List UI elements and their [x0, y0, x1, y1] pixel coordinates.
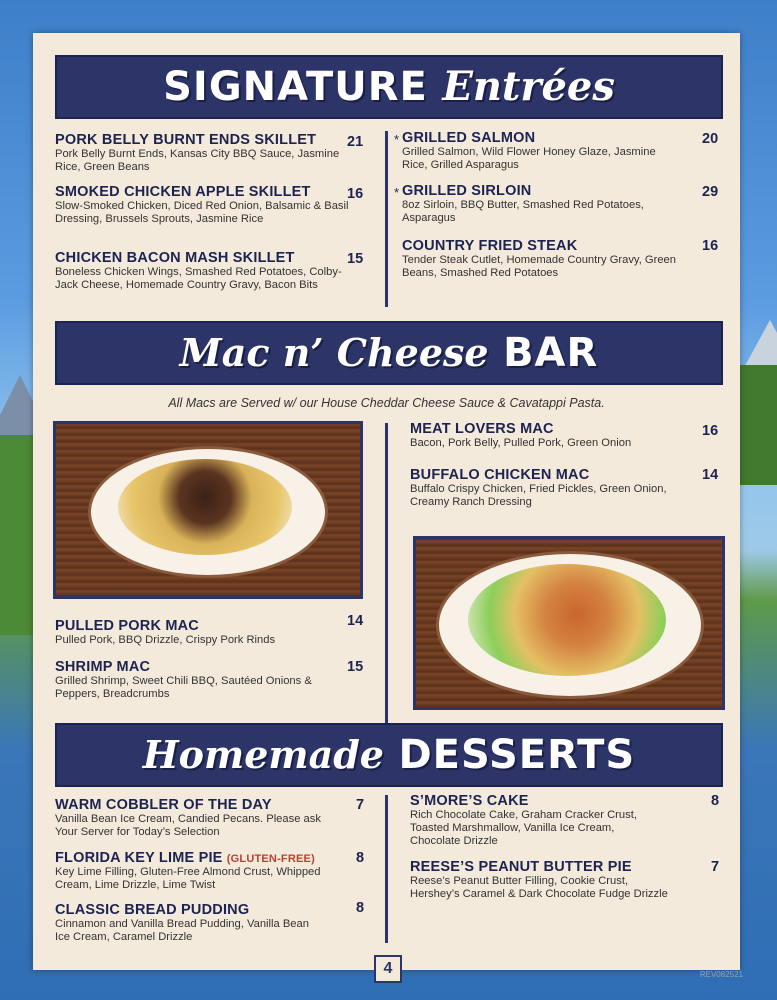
item-buffalo-chicken-mac [410, 467, 670, 509]
item-name: S’MORE’S CAKE [410, 793, 529, 809]
item-name [55, 850, 335, 866]
item-pork-belly [55, 132, 355, 174]
item-price: 8 [356, 900, 365, 916]
item-name: MEAT LOVERS MAC [410, 421, 554, 437]
item-smoked-chicken [55, 184, 355, 226]
item-name: COUNTRY FRIED STEAK [402, 238, 578, 254]
item-desc: Rich Chocolate Cake, Graham Cracker Crust, Toasted Marshmallow, Vanilla Ice Cream, Chocolate Drizzle [410, 809, 637, 847]
item-price: 16 [702, 238, 719, 254]
item-name: BUFFALO CHICKEN MAC [410, 467, 590, 483]
item-name: CLASSIC BREAD PUDDING [55, 902, 250, 918]
item-smores-cake [410, 793, 650, 848]
item-name: GRILLED SALMON [402, 130, 536, 146]
item-price: 29 [702, 184, 719, 200]
item-reeses-pie [410, 859, 670, 901]
item-desc: Grilled Shrimp, Sweet Chili BBQ, Sautéed Onions & Peppers, Breadcrumbs [55, 675, 312, 700]
item-price: 8 [711, 793, 720, 809]
item-price: 14 [347, 613, 364, 629]
hills-left [0, 435, 33, 635]
column-divider [385, 131, 388, 307]
item-price: 15 [347, 251, 364, 267]
page-number: 4 [374, 955, 402, 983]
item-price: 16 [347, 186, 364, 202]
item-price: 7 [356, 797, 365, 813]
item-shrimp-mac [55, 659, 345, 701]
meat-lovers-mac-photo [53, 421, 363, 599]
item-name: CHICKEN BACON MASH SKILLET [55, 250, 295, 266]
mac-title-b: BAR [503, 330, 599, 376]
item-desc: Cinnamon and Vanilla Bread Pudding, Vanilla Bean Ice Cream, Caramel Drizzle [55, 918, 309, 943]
item-desc: Bacon, Pork Belly, Pulled Pork, Green Onion [410, 437, 632, 449]
mac-banner [55, 321, 723, 385]
desserts-title-b: DESSERTS [398, 732, 636, 778]
signature-banner [55, 55, 723, 119]
menu-page [33, 33, 740, 970]
signature-title-b: Entrées [442, 63, 615, 110]
item-price: 20 [702, 131, 719, 147]
item-grilled-sirloin [402, 183, 652, 225]
item-name: SHRIMP MAC [55, 659, 151, 675]
desserts-banner [55, 723, 723, 787]
item-desc: Grilled Salmon, Wild Flower Honey Glaze, Jasmine Rice, Grilled Asparagus [402, 146, 656, 171]
mac-food [468, 564, 666, 676]
hills-right [740, 365, 777, 485]
item-price: 14 [702, 467, 719, 483]
buffalo-chicken-mac-photo [413, 536, 725, 710]
item-price: 8 [356, 850, 365, 866]
item-desc: Boneless Chicken Wings, Smashed Red Potatoes, Colby-Jack Cheese, Homemade Country Gravy, Bacon Bits [55, 266, 342, 291]
item-desc: Tender Steak Cutlet, Homemade Country Gravy, Green Beans, Smashed Red Potatoes [402, 254, 677, 279]
column-divider [385, 795, 388, 943]
item-desc: Slow-Smoked Chicken, Diced Red Onion, Balsamic & Basil Dressing, Brussels Sprouts, Jasmine Rice [55, 200, 349, 225]
item-desc: Reese’s Peanut Butter Filling, Cookie Crust, Hershey’s Caramel & Dark Chocolate Fudge Drizzle [410, 875, 668, 900]
column-divider [385, 423, 388, 728]
signature-title-a: SIGNATURE [163, 64, 428, 110]
item-name: PORK BELLY BURNT ENDS SKILLET [55, 132, 317, 148]
item-key-lime-pie [55, 850, 335, 892]
item-warm-cobbler [55, 797, 325, 839]
mac-food [118, 459, 292, 555]
item-bread-pudding [55, 902, 325, 944]
item-pulled-pork-mac [55, 618, 355, 647]
raw-warning-star: * [394, 185, 400, 200]
item-price: 16 [702, 423, 719, 439]
item-price: 15 [347, 659, 364, 675]
item-meat-lovers-mac [410, 421, 680, 450]
item-desc: Key Lime Filling, Gluten-Free Almond Crust, Whipped Cream, Lime Drizzle, Lime Twist [55, 866, 321, 891]
item-desc: Vanilla Bean Ice Cream, Candied Pecans. Please ask Your Server for Today’s Selection [55, 813, 321, 838]
item-country-fried-steak [402, 238, 682, 280]
mac-title-a: Mac n’ Cheese [179, 330, 489, 375]
item-name: REESE’S PEANUT BUTTER PIE [410, 859, 632, 875]
item-desc: Pork Belly Burnt Ends, Kansas City BBQ Sauce, Jasmine Rice, Green Beans [55, 148, 340, 173]
item-name: GRILLED SIRLOIN [402, 183, 532, 199]
item-chicken-bacon [55, 250, 345, 292]
item-price: 21 [347, 134, 364, 150]
gluten-free-tag: (GLUTEN-FREE) [226, 853, 315, 865]
item-name-text: FLORIDA KEY LIME PIE [55, 850, 223, 866]
item-desc: 8oz Sirloin, BBQ Butter, Smashed Red Potatoes, Asparagus [402, 199, 644, 224]
item-name: SMOKED CHICKEN APPLE SKILLET [55, 184, 311, 200]
item-desc: Buffalo Crispy Chicken, Fried Pickles, Green Onion, Creamy Ranch Dressing [410, 483, 667, 508]
item-grilled-salmon [402, 130, 672, 172]
item-desc: Pulled Pork, BBQ Drizzle, Crispy Pork Rinds [55, 634, 276, 646]
item-name: PULLED PORK MAC [55, 618, 199, 634]
item-price: 7 [711, 859, 720, 875]
desserts-title-a: Homemade [142, 732, 384, 777]
item-name: WARM COBBLER OF THE DAY [55, 797, 272, 813]
raw-warning-star: * [394, 132, 400, 147]
revision-code: REV082521 [699, 970, 743, 979]
mac-note: All Macs are Served w/ our House Cheddar Cheese Sauce & Cavatappi Pasta. [168, 396, 605, 410]
